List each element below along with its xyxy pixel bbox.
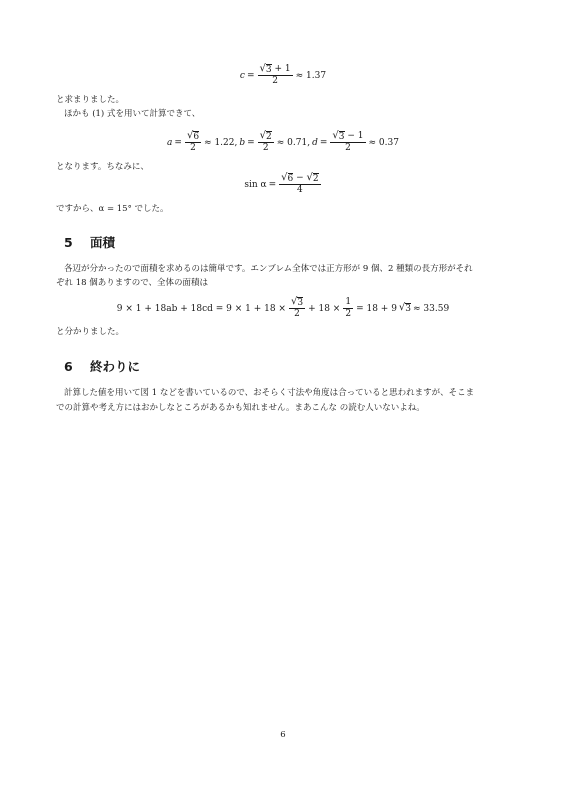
equation-sin: sin α = √ 6 − √ 2 4	[244, 172, 319, 195]
paragraph: となります。ちなみに、	[56, 162, 149, 172]
paragraph: 計算した値を用いて図 1 などを書いているので、おそらく寸法や角度は合っていると思われますが、そこま	[64, 388, 475, 398]
fraction: √ 3 2	[290, 296, 304, 319]
fraction: √ 3 + 1 2	[259, 63, 291, 86]
fraction: √ 6 2	[186, 130, 200, 153]
equation-abd: a = √ 6 2 ≈ 1.22, b = √ 2 2 ≈ 0.71, d = √ 3 − 1 2 ≈ 0.37	[167, 130, 399, 153]
section-heading: 5 面積	[64, 235, 116, 250]
paragraph: 各辺が分かったので面積を求めるのは簡単です。エンブレム全体では正方形が 9 個、2 種類の長方形がそれ	[64, 264, 473, 274]
paragraph: と分かりました。	[56, 327, 125, 337]
equation-c: c = √ 3 + 1 2 ≈ 1.37	[239, 63, 327, 86]
sqrt-symbol: √	[259, 63, 266, 74]
page-number: 6	[280, 730, 286, 740]
paragraph: ですから、α = 15° でした。	[56, 204, 169, 214]
equation-area: 9 × 1 + 18ab + 18cd = 9 × 1 + 18 × √ 3 2 + 18 × $\frac{1}{2}$ = 18 + 9 √ 3 ≈ 33.59	[116, 296, 450, 319]
fraction: √ 6 − √ 2 4	[281, 172, 319, 195]
fraction: √ 2 2	[259, 130, 272, 153]
paragraph: ほかも (1) 式を用いて計算できて、	[64, 109, 201, 119]
fraction: √ 3 − 1 2	[332, 130, 364, 153]
paragraph: での計算や考え方にはおかしなところがあるかも知れません。まあこんな の読む人いないよね。	[56, 403, 425, 413]
paragraph: ぞれ 18 個ありますので、全体の面積は	[56, 278, 209, 288]
fraction: $\frac{1}{2}$	[345, 297, 352, 319]
section-heading: 6 終わりに	[64, 359, 141, 374]
paragraph: と求まりました。	[56, 95, 125, 105]
